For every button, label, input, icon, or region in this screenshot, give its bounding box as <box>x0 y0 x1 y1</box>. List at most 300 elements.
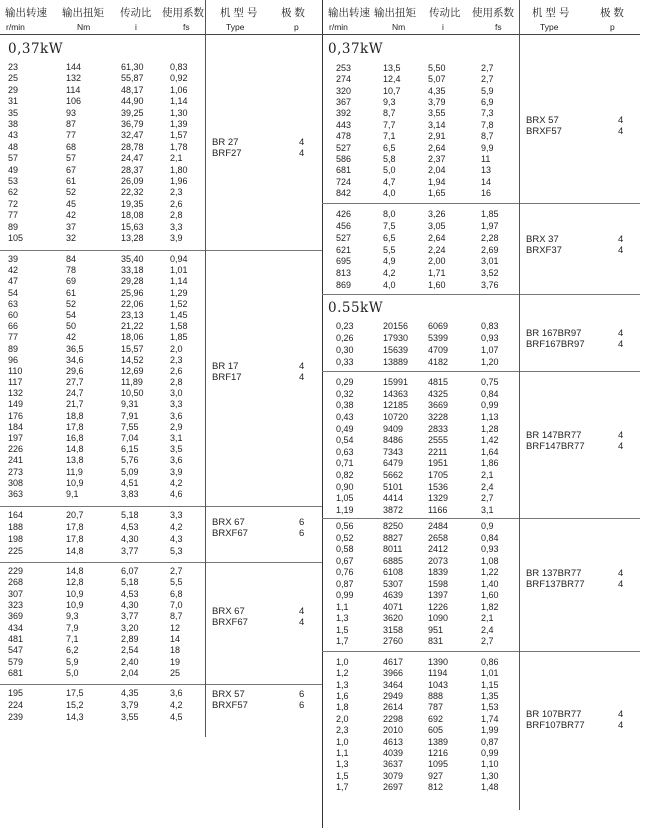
factor-cell: 2,6 <box>170 365 183 376</box>
ratio-cell: 3,79 <box>428 97 446 108</box>
speed-cell: 43 <box>8 130 19 141</box>
ratio-cell: 2,04 <box>121 668 139 678</box>
torque-cell: 13,5 <box>383 63 401 73</box>
speed-cell: 110 <box>8 365 23 376</box>
table-row <box>322 613 640 624</box>
pole-count: 4 <box>618 430 624 441</box>
torque-cell: 10720 <box>383 411 409 422</box>
table-row <box>0 265 322 276</box>
factor-cell: 0,93 <box>481 333 499 343</box>
header-poles: 极 数 <box>281 7 305 19</box>
factor-cell: 25 <box>170 668 181 678</box>
section-title-037kw: 0,37kW <box>328 41 384 57</box>
pole-count: 6 <box>299 689 305 700</box>
speed-cell: 320 <box>336 85 352 96</box>
table-row <box>0 522 322 533</box>
model-number: BRX 57 <box>212 689 245 700</box>
factor-cell: 2,69 <box>481 244 499 255</box>
ratio-cell: 1951 <box>428 458 449 469</box>
table-row <box>322 131 640 142</box>
factor-cell: 2,1 <box>170 153 183 164</box>
pole-count: 4 <box>618 125 624 137</box>
header-model: 机 型 号 <box>220 7 258 19</box>
block-separator <box>0 250 322 251</box>
torque-cell: 36,5 <box>66 343 84 354</box>
speed-cell: 225 <box>8 546 24 556</box>
factor-cell: 7,0 <box>170 600 183 610</box>
speed-cell: 0,67 <box>336 555 354 566</box>
speed-cell: 579 <box>8 656 24 667</box>
factor-cell: 0,99 <box>481 747 499 758</box>
factor-cell: 2,4 <box>481 624 494 635</box>
table-row <box>0 577 322 588</box>
torque-cell: 20156 <box>383 321 409 331</box>
table-row <box>0 366 322 377</box>
table-row <box>0 422 322 433</box>
table-row <box>0 62 322 73</box>
factor-cell: 3,76 <box>481 280 499 290</box>
table-row <box>0 657 322 668</box>
header-factor: 使用系数 <box>472 7 514 19</box>
table-row <box>322 412 640 423</box>
table-row <box>322 544 640 555</box>
model-number: BRXF57 <box>526 125 562 137</box>
factor-cell: 3,3 <box>170 399 183 410</box>
ratio-cell: 3,05 <box>428 220 446 231</box>
speed-cell: 195 <box>8 688 24 698</box>
table-row <box>322 533 640 544</box>
table-row <box>0 600 322 611</box>
table-row <box>0 355 322 366</box>
section-title-037kw: 0,37kW <box>8 41 64 57</box>
table-row <box>0 310 322 321</box>
table-row <box>322 493 640 504</box>
ratio-cell: 3,79 <box>121 700 139 710</box>
table-row <box>322 782 640 793</box>
ratio-cell: 1043 <box>428 679 449 690</box>
torque-cell: 7343 <box>383 446 404 457</box>
torque-cell: 17,5 <box>66 688 84 698</box>
speed-cell: 0,49 <box>336 423 354 434</box>
factor-cell: 1,01 <box>170 265 188 276</box>
speed-cell: 54 <box>8 287 19 298</box>
factor-cell: 3,1 <box>481 505 494 515</box>
factor-cell: 3,9 <box>170 233 183 243</box>
table-row <box>0 153 322 164</box>
torque-cell: 9,1 <box>66 489 79 499</box>
ratio-cell: 3,26 <box>428 209 446 219</box>
speed-cell: 0,56 <box>336 521 354 531</box>
torque-cell: 8,7 <box>383 108 396 119</box>
ratio-cell: 36,79 <box>121 119 144 129</box>
table-row <box>0 688 322 699</box>
torque-cell: 4414 <box>383 493 404 504</box>
table-row <box>322 482 640 493</box>
factor-cell: 2,7 <box>481 493 494 504</box>
speed-cell: 239 <box>8 712 24 722</box>
torque-cell: 2298 <box>383 713 404 724</box>
torque-cell: 87 <box>66 119 77 129</box>
speed-cell: 392 <box>336 108 352 119</box>
model-number: BR 137BR77 <box>526 567 582 579</box>
table-row <box>322 759 640 770</box>
factor-cell: 8,7 <box>170 611 183 622</box>
factor-cell: 3,01 <box>481 256 499 267</box>
table-row <box>322 86 640 97</box>
torque-cell: 5662 <box>383 470 404 481</box>
ratio-cell: 1,94 <box>428 176 446 187</box>
torque-cell: 5101 <box>383 481 404 492</box>
table-row <box>0 142 322 153</box>
factor-cell: 1,06 <box>170 84 188 95</box>
speed-cell: 0,52 <box>336 532 354 543</box>
speed-cell: 724 <box>336 176 352 187</box>
block-separator <box>322 371 640 372</box>
header-factor-unit: fs <box>495 22 502 32</box>
speed-cell: 1,0 <box>336 736 349 747</box>
ratio-cell: 35,40 <box>121 254 144 264</box>
factor-cell: 1,45 <box>170 309 188 320</box>
header-poles-unit: p <box>610 22 615 32</box>
table-row <box>0 299 322 310</box>
torque-cell: 15639 <box>383 345 409 355</box>
model-number: BRF147BR77 <box>526 441 585 452</box>
pole-count: 4 <box>299 606 305 617</box>
factor-cell: 1,28 <box>481 423 499 434</box>
speed-cell: 0,29 <box>336 377 354 387</box>
table-row <box>0 444 322 455</box>
ratio-cell: 3,77 <box>121 611 139 622</box>
table-row <box>0 210 322 221</box>
torque-cell: 4,9 <box>383 256 396 267</box>
speed-cell: 367 <box>336 97 352 108</box>
factor-cell: 5,5 <box>170 577 183 588</box>
table-row <box>0 321 322 332</box>
speed-cell: 0,90 <box>336 481 354 492</box>
speed-cell: 39 <box>8 254 19 264</box>
torque-cell: 34,6 <box>66 354 84 365</box>
torque-cell: 12,4 <box>383 74 401 85</box>
torque-cell: 4,0 <box>383 280 396 290</box>
table-row <box>322 389 640 400</box>
ratio-cell: 18,06 <box>121 332 144 343</box>
factor-cell: 1,82 <box>481 601 499 612</box>
torque-cell: 67 <box>66 164 77 175</box>
ratio-cell: 21,22 <box>121 321 144 332</box>
torque-cell: 8827 <box>383 532 404 543</box>
ratio-cell: 1,60 <box>428 280 446 290</box>
speed-cell: 307 <box>8 588 24 599</box>
header-model-unit: Type <box>226 22 245 32</box>
speed-cell: 62 <box>8 187 19 198</box>
ratio-cell: 2,37 <box>428 153 446 164</box>
factor-cell: 2,7 <box>481 74 494 85</box>
model-number: BRX 67 <box>212 606 245 617</box>
torque-cell: 50 <box>66 321 77 332</box>
table-row <box>0 399 322 410</box>
pole-count: 6 <box>299 700 305 711</box>
table-row <box>322 424 640 435</box>
speed-cell: 164 <box>8 510 24 520</box>
block-separator <box>0 684 322 685</box>
factor-cell: 0,83 <box>481 321 499 331</box>
table-row <box>0 467 322 478</box>
factor-cell: 4,2 <box>170 477 183 488</box>
header-torque-unit: Nm <box>392 22 406 32</box>
ratio-cell: 1090 <box>428 613 449 623</box>
torque-cell: 17930 <box>383 333 409 343</box>
table-row <box>0 233 322 244</box>
torque-cell: 7,9 <box>66 622 79 633</box>
torque-cell: 42 <box>66 332 77 343</box>
pole-count: 4 <box>618 328 624 339</box>
torque-cell: 144 <box>66 62 82 72</box>
factor-cell: 1,74 <box>481 713 499 724</box>
speed-cell: 369 <box>8 611 24 622</box>
factor-cell: 2,8 <box>170 210 183 221</box>
factor-cell: 1,39 <box>170 119 188 129</box>
factor-cell: 0,83 <box>170 62 188 72</box>
speed-cell: 198 <box>8 534 24 544</box>
factor-cell: 3,9 <box>170 466 183 477</box>
torque-cell: 14,8 <box>66 546 84 556</box>
speed-cell: 38 <box>8 119 19 129</box>
ratio-cell: 33,18 <box>121 265 144 276</box>
torque-cell: 6479 <box>383 458 404 469</box>
table-row <box>0 510 322 521</box>
speed-cell: 29 <box>8 84 19 95</box>
speed-cell: 49 <box>8 164 19 175</box>
table-row <box>0 411 322 422</box>
pole-count: 4 <box>618 441 624 452</box>
torque-cell: 3079 <box>383 770 404 781</box>
speed-cell: 1,5 <box>336 624 349 635</box>
speed-cell: 241 <box>8 455 24 466</box>
factor-cell: 1,99 <box>481 725 499 736</box>
ratio-cell: 4182 <box>428 357 449 367</box>
factor-cell: 0,75 <box>481 377 499 387</box>
factor-cell: 3,5 <box>170 444 183 455</box>
speed-cell: 527 <box>336 232 352 243</box>
ratio-cell: 6,07 <box>121 566 139 576</box>
table-row <box>0 478 322 489</box>
ratio-cell: 14,52 <box>121 354 144 365</box>
factor-cell: 3,1 <box>170 433 183 444</box>
table-row <box>322 680 640 691</box>
ratio-cell: 4325 <box>428 388 449 399</box>
factor-cell: 2,8 <box>170 377 183 388</box>
table-row <box>322 143 640 154</box>
factor-cell: 1,58 <box>170 321 188 332</box>
speed-cell: 0,43 <box>336 411 354 422</box>
ratio-cell: 1,65 <box>428 188 446 198</box>
speed-cell: 1,3 <box>336 679 349 690</box>
factor-cell: 1,40 <box>481 578 499 589</box>
speed-cell: 813 <box>336 268 352 279</box>
ratio-cell: 29,28 <box>121 276 144 287</box>
torque-cell: 68 <box>66 141 77 152</box>
model-number: BR 167BR97 <box>526 328 582 339</box>
ratio-cell: 4709 <box>428 345 449 355</box>
ratio-cell: 4,35 <box>121 688 139 698</box>
ratio-cell: 3,14 <box>428 119 446 130</box>
speed-cell: 63 <box>8 298 19 309</box>
factor-cell: 0,94 <box>170 254 188 264</box>
torque-cell: 12,8 <box>66 577 84 588</box>
torque-cell: 15,2 <box>66 700 84 710</box>
factor-cell: 1,85 <box>170 332 188 343</box>
factor-cell: 1,22 <box>481 567 499 577</box>
speed-cell: 0,76 <box>336 567 354 577</box>
table-row <box>0 187 322 198</box>
speed-cell: 77 <box>8 332 19 343</box>
table-row <box>322 714 640 725</box>
header-ratio: 传动比 <box>429 7 461 19</box>
speed-cell: 426 <box>336 209 352 219</box>
factor-cell: 2,1 <box>481 470 494 481</box>
ratio-cell: 5,07 <box>428 74 446 85</box>
ratio-cell: 2,54 <box>121 645 139 656</box>
speed-cell: 1,1 <box>336 747 349 758</box>
header-factor: 使用系数 <box>162 7 204 19</box>
table-row <box>0 589 322 600</box>
factor-cell: 9,9 <box>481 142 494 153</box>
ratio-cell: 28,37 <box>121 164 144 175</box>
torque-cell: 14,8 <box>66 444 84 455</box>
factor-cell: 2,28 <box>481 232 499 243</box>
header-torque: 输出扭矩 <box>62 7 104 19</box>
ratio-cell: 5,76 <box>121 455 139 466</box>
table-row <box>322 447 640 458</box>
ratio-cell: 3669 <box>428 400 449 411</box>
torque-cell: 5,0 <box>383 165 396 176</box>
factor-cell: 1,14 <box>170 276 188 287</box>
torque-cell: 10,9 <box>66 600 84 610</box>
ratio-cell: 22,32 <box>121 187 144 198</box>
ratio-cell: 4,30 <box>121 600 139 610</box>
ratio-cell: 787 <box>428 702 444 713</box>
speed-cell: 2,3 <box>336 725 349 736</box>
block-separator <box>322 518 640 519</box>
torque-cell: 9,3 <box>66 611 79 622</box>
model-number: BRF17 <box>212 371 242 383</box>
pole-count: 6 <box>299 528 305 539</box>
model-number: BRXF37 <box>526 244 562 256</box>
pole-count: 4 <box>618 719 624 731</box>
factor-cell: 3,52 <box>481 268 499 279</box>
ratio-cell: 2658 <box>428 532 449 543</box>
factor-cell: 1,85 <box>481 209 499 219</box>
torque-cell: 8011 <box>383 544 403 554</box>
torque-cell: 2949 <box>383 691 404 702</box>
ratio-cell: 7,04 <box>121 433 139 444</box>
torque-cell: 5,5 <box>383 244 396 255</box>
table-row <box>0 645 322 656</box>
factor-cell: 14 <box>481 176 492 187</box>
speed-cell: 434 <box>8 622 24 633</box>
ratio-cell: 13,28 <box>121 233 144 243</box>
ratio-cell: 5,50 <box>428 63 446 73</box>
ratio-cell: 19,35 <box>121 198 144 209</box>
table-row <box>0 332 322 343</box>
torque-cell: 18,8 <box>66 410 84 421</box>
table-row <box>322 771 640 782</box>
table-row <box>322 333 640 344</box>
factor-cell: 4,2 <box>170 700 183 710</box>
torque-cell: 4,2 <box>383 268 396 279</box>
table-row <box>322 268 640 279</box>
ratio-cell: 2833 <box>428 423 449 434</box>
speed-cell: 1,05 <box>336 493 354 504</box>
torque-cell: 17,8 <box>66 534 84 544</box>
factor-cell: 1,52 <box>170 298 188 309</box>
ratio-cell: 23,13 <box>121 309 144 320</box>
speed-cell: 681 <box>336 165 352 176</box>
factor-cell: 2,7 <box>481 636 494 646</box>
table-row <box>0 199 322 210</box>
torque-cell: 52 <box>66 187 77 198</box>
factor-cell: 5,3 <box>170 546 183 556</box>
factor-cell: 1,80 <box>170 164 188 175</box>
model-number: BRX 57 <box>526 114 559 126</box>
table-row <box>0 176 322 187</box>
speed-cell: 443 <box>336 119 352 130</box>
factor-cell: 1,30 <box>170 107 188 118</box>
speed-cell: 48 <box>8 141 19 152</box>
speed-cell: 105 <box>8 233 24 243</box>
speed-cell: 0,32 <box>336 388 354 399</box>
speed-cell: 35 <box>8 107 19 118</box>
speed-cell: 0,38 <box>336 400 354 411</box>
ratio-cell: 1397 <box>428 590 449 600</box>
table-row <box>322 521 640 532</box>
torque-cell: 3872 <box>383 505 404 515</box>
ratio-cell: 3,55 <box>428 108 446 119</box>
ratio-cell: 2073 <box>428 555 449 566</box>
torque-cell: 9409 <box>383 423 404 434</box>
torque-cell: 5,0 <box>66 668 79 678</box>
factor-cell: 12 <box>170 622 181 633</box>
table-row <box>322 321 640 332</box>
speed-cell: 53 <box>8 176 19 186</box>
pole-count: 4 <box>618 567 624 579</box>
left-model-divider <box>205 0 206 737</box>
speed-cell: 1,19 <box>336 505 354 515</box>
header-torque: 输出扭矩 <box>374 7 416 19</box>
torque-cell: 10,9 <box>66 477 84 488</box>
table-row <box>0 85 322 96</box>
factor-cell: 4,3 <box>170 534 183 544</box>
torque-cell: 77 <box>66 130 77 141</box>
speed-cell: 117 <box>8 377 23 388</box>
model-number: BR 17 <box>212 360 239 372</box>
header-model: 机 型 号 <box>532 7 570 19</box>
table-row <box>0 668 322 679</box>
torque-cell: 2614 <box>383 702 404 713</box>
table-row <box>0 712 322 723</box>
factor-cell: 2,3 <box>170 187 183 198</box>
table-row <box>0 700 322 711</box>
torque-cell: 8,0 <box>383 209 396 219</box>
torque-cell: 11,9 <box>66 466 83 477</box>
factor-cell: 1,86 <box>481 458 499 469</box>
torque-cell: 54 <box>66 309 77 320</box>
speed-cell: 224 <box>8 700 24 710</box>
model-number: BRF27 <box>212 147 242 159</box>
table-row <box>322 256 640 267</box>
factor-cell: 1,15 <box>481 679 499 690</box>
speed-cell: 96 <box>8 354 19 365</box>
